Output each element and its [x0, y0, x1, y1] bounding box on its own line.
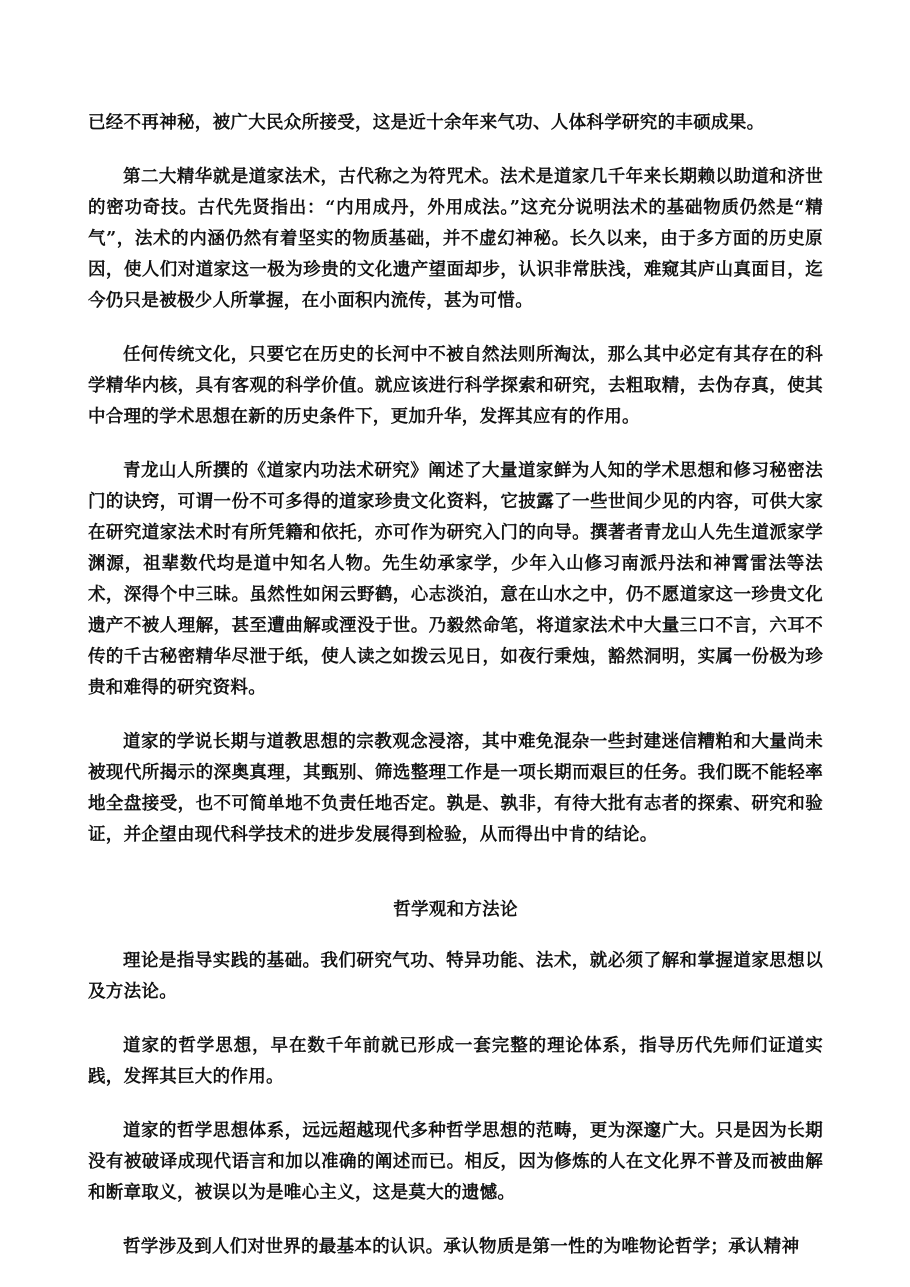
- paragraph-continuation: 已经不再神秘，被广大民众所接受，这是近十余年来气功、人体科学研究的丰硕成果。: [88, 113, 765, 133]
- paragraph-theory-practice: 理论是指导实践的基础。我们研究气功、特异功能、法术，就必须了解和掌握道家思想以及方法论。: [88, 951, 823, 1002]
- section-heading: 哲学观和方法论: [393, 900, 518, 920]
- paragraph-qinglong-shanren: 青龙山人所撰的《道家内功法术研究》阐述了大量道家鲜为人知的学术思想和修习秘密法门的诀窍，可谓一份不可多得的道家珍贵文化资料，它披露了一些世间少见的内容，可供大家在研究道家法术时有所凭籍和依托，亦可作为研究入门的向导。撰著者青龙山人先生道派家学渊源，祖辈数代均是道中知名人物。先生幼承家学，少年入山修习南派丹法和神霄雷法等法术，深得个中三昧。虽然性如闲云野鹤，心志淡泊，意在山水之中，仍不愿道家这一珍贵文化遗产不被人理解，甚至遭曲解或湮没于世。乃毅然命笔，将道家法术中大量三口不言，六耳不传的千古秘密精华尽泄于纸，使人读之如拨云见日，如夜行秉烛，豁然洞明，实属一份极为珍贵和难得的研究资料。: [88, 461, 823, 698]
- paragraph-traditional-culture: 任何传统文化，只要它在历史的长河中不被自然法则所淘汰，那么其中必定有其存在的科学精华内核，具有客观的科学价值。就应该进行科学探索和研究，去粗取精，去伪存真，使其中合理的学术思想在新的历史条件下，更加升华，发挥其应有的作用。: [88, 345, 823, 427]
- paragraph-daojia-fashu: 第二大精华就是道家法术，古代称之为符咒术。法术是道家几千年来长期赖以助道和济世的密功奇技。古代先贤指出：“内用成丹，外用成法。”这充分说明法术的基础物质仍然是“精气”，法术的内涵仍然有着坚实的物质基础，并不虚幻神秘。长久以来，由于多方面的历史原因，使人们对道家这一极为珍贵的文化遗产望面却步，认识非常肤浅，难窥其庐山真面目，迄今仍只是被极少人所掌握，在小面积内流传，甚为可惜。: [88, 167, 823, 311]
- document-page: [88, 108, 823, 1286]
- paragraph-philosophy-materialism: 哲学涉及到人们对世界的最基本的认识。承认物质是第一性的为唯物论哲学；承认精神: [123, 1237, 800, 1257]
- paragraph-philosophy-system: 道家的哲学思想，早在数千年前就已形成一套完整的理论体系，指导历代先师们证道实践，发挥其巨大的作用。: [88, 1036, 823, 1087]
- paragraph-daojia-xueshuo: 道家的学说长期与道教思想的宗教观念浸溶，其中难免混杂一些封建迷信糟粕和大量尚未被现代所揭示的深奥真理，其甄别、筛选整理工作是一项长期而艰巨的任务。我们既不能轻率地全盘接受，也不可简单地不负责任地否定。孰是、孰非，有待大批有志者的探索、研究和验证，并企望由现代科学技术的进步发展得到检验，从而得出中肯的结论。: [88, 732, 823, 845]
- paragraph-philosophy-scope: 道家的哲学思想体系，远远超越现代多种哲学思想的范畴，更为深邃广大。只是因为长期没有被破译成现代语言和加以准确的阐述而已。相反，因为修炼的人在文化界不普及而被曲解和断章取义，被误以为是唯心主义，这是莫大的遗憾。: [88, 1121, 823, 1203]
